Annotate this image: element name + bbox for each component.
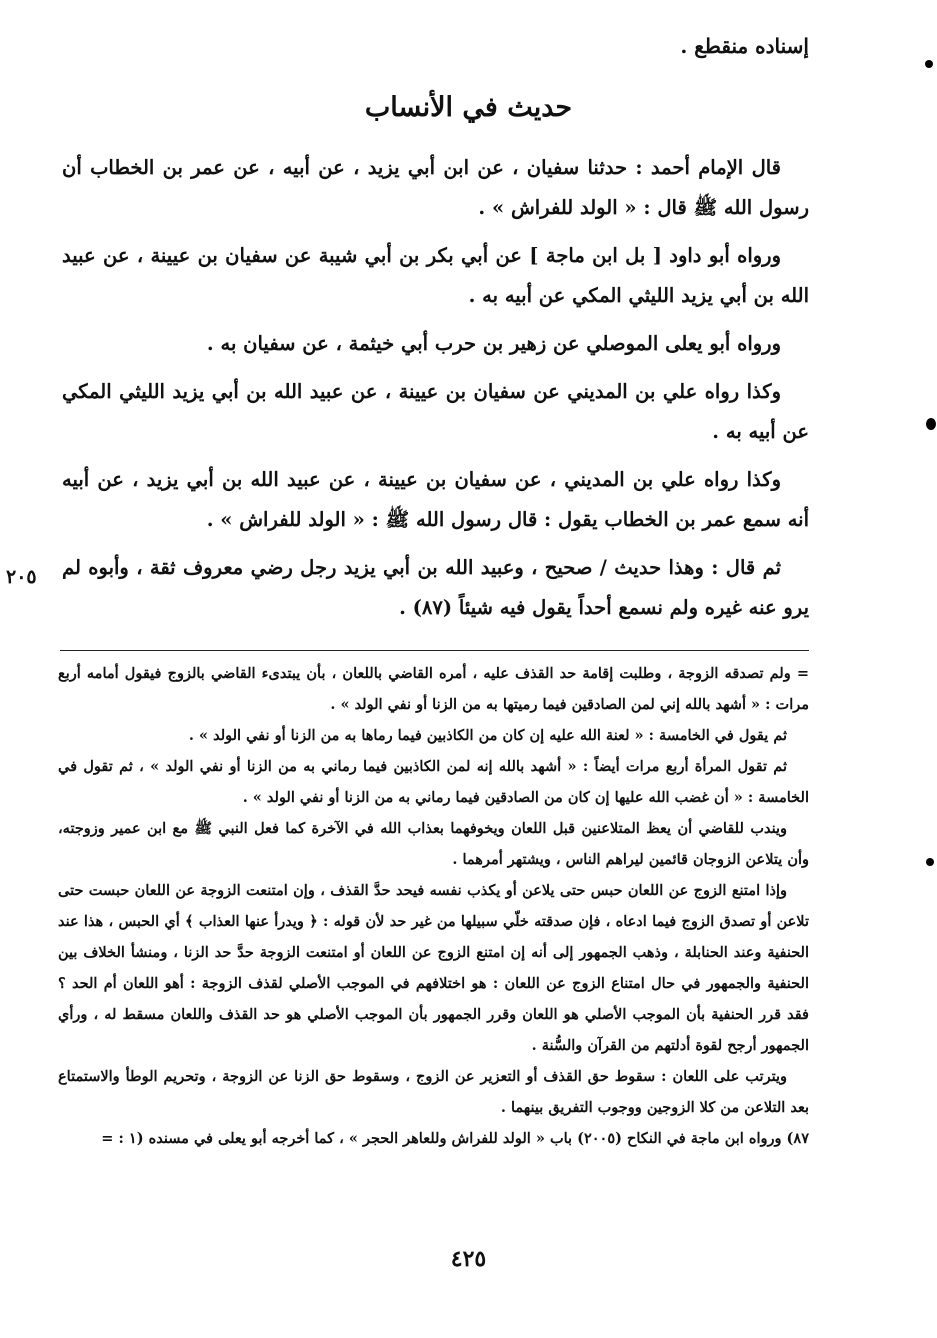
main-paragraph: ورواه أبو داود [ بل ابن ماجة ] عن أبي بكر بن أبي شيبة عن سفيان بن عيينة ، عن عبيد الله بن أبي يزيد الليثي المكي عن أبيه به . (62, 244, 809, 307)
main-paragraph: ثم قال : وهذا حديث / صحيح ، وعبيد الله بن أبي يزيد رجل رضي معروف ثقة ، وأبوه لم يرو عنه غيره ولم نسمع أحداً يقول فيه شيئاً (٨٧) . (62, 556, 809, 619)
footnote-paragraph: ويندب للقاضي أن يعظ المتلاعنين قبل اللعان ويخوفهما بعذاب الله في الآخرة كما فعل النبي ﷺ مع ابن عمير وزوجته، وأن يتلاعن الزوجان قائمين ليراهم الناس ، ويشتهر أمرهما . (58, 820, 809, 868)
footnote-paragraph: ٨٧) ورواه ابن ماجة في النكاح (٢٠٠٥) باب « الولد للفراش وللعاهر الحجر » ، كما أخرجه أبو يعلى في مسنده (١ : = (101, 1130, 809, 1147)
manuscript-page-marker: ٢٠٥ (6, 566, 37, 588)
footnote-paragraph: ويترتب على اللعان : سقوط حق القذف أو التعزير عن الزوج ، وسقوط حق الزنا عن الزوجة ، وتحريم الوطأ والاستمتاع بعد التلاعن من كلا الزوجين ووجوب التفريق بينهما . (58, 1068, 809, 1116)
footnote-divider (60, 650, 809, 651)
main-paragraph: وكذا رواه علي بن المديني ، عن سفيان بن عيينة ، عن عبيد الله بن أبي يزيد ، عن أبيه أنه سمع عمر بن الخطاب يقول : قال رسول الله ﷺ : « الولد للفراش » . (62, 468, 809, 531)
main-text-body (62, 148, 809, 636)
footnote-paragraph: وإذا امتنع الزوج عن اللعان حبس حتى يلاعن أو يكذب نفسه فيحد حدَّ القذف ، وإن امتنعت الزوجة عن اللعان حبست حتى تلاعن أو تصدق الزوج فيما ادعاه ، فإن صدقته خلّي سبيلها من غير حد لأن قوله : ﴿ ويدرأ عنها العذاب ﴾ أي الحبس ، هذا عند الحنفية وعند الحنابلة ، وذهب الجمهور إلى أنه إن امتنع الزوج عن اللعان أو امتنعت الزوجة حدَّ حد الزنا ، ومنشأ الخلاف بين الحنفية والجمهور في حال امتناع الزوج عن اللعان : هو اختلافهم في الموجب الأصلي لقذف الزوجة : أهو اللعان أم الحد ؟ فقد قرر الحنفية بأن الموجب الأصلي هو اللعان وقرر الجمهور بأن الموجب الأصلي هو حد القذف واللعان مسقط له ، ورأي الجمهور أرجح لقوة أدلتهم من القرآن والسُّنة . (58, 882, 809, 1054)
previous-section-ending: إسناده منقطع . (680, 34, 809, 58)
footnote-paragraph: ثم يقول في الخامسة : « لعنة الله عليه إن كان من الكاذبين فيما رماها به من الزنا أو نفي الولد » . (188, 727, 787, 744)
page-number: ٤٢٥ (450, 1246, 487, 1272)
scan-speck (925, 60, 933, 68)
scan-speck (926, 858, 934, 866)
main-paragraph: ورواه أبو يعلى الموصلي عن زهير بن حرب أبي خيثمة ، عن سفيان به . (206, 332, 781, 355)
footnote-paragraph: ثم تقول المرأة أربع مرات أيضاً : « أشهد بالله إنه لمن الكاذبين فيما رماني به من الزنا أو نفي الولد » ، ثم تقول في الخامسة : « أن غضب الله عليها إن كان من الصادقين فيما رماني به من الزنا أو نفي الولد » . (58, 758, 809, 806)
footnotes-block (58, 658, 809, 1154)
scan-speck (926, 418, 936, 430)
main-paragraph: قال الإمام أحمد : حدثنا سفيان ، عن ابن أبي يزيد ، عن أبيه ، عن عمر بن الخطاب أن رسول الله ﷺ قال : « الولد للفراش » . (62, 156, 809, 219)
section-heading: حديث في الأنساب (364, 92, 573, 123)
main-paragraph: وكذا رواه علي بن المديني عن سفيان بن عيينة ، عن عبيد الله بن أبي يزيد الليثي المكي عن أبيه به . (62, 380, 809, 443)
footnote-paragraph: = ولم تصدقه الزوجة ، وطلبت إقامة حد القذف عليه ، أمره القاضي باللعان ، بأن يبتدىء القاضي بالزوج فيقول أمامه أربع مرات : « أشهد بالله إني لمن الصادقين فيما رميتها به من الزنا أو نفي الولد » . (58, 665, 809, 713)
